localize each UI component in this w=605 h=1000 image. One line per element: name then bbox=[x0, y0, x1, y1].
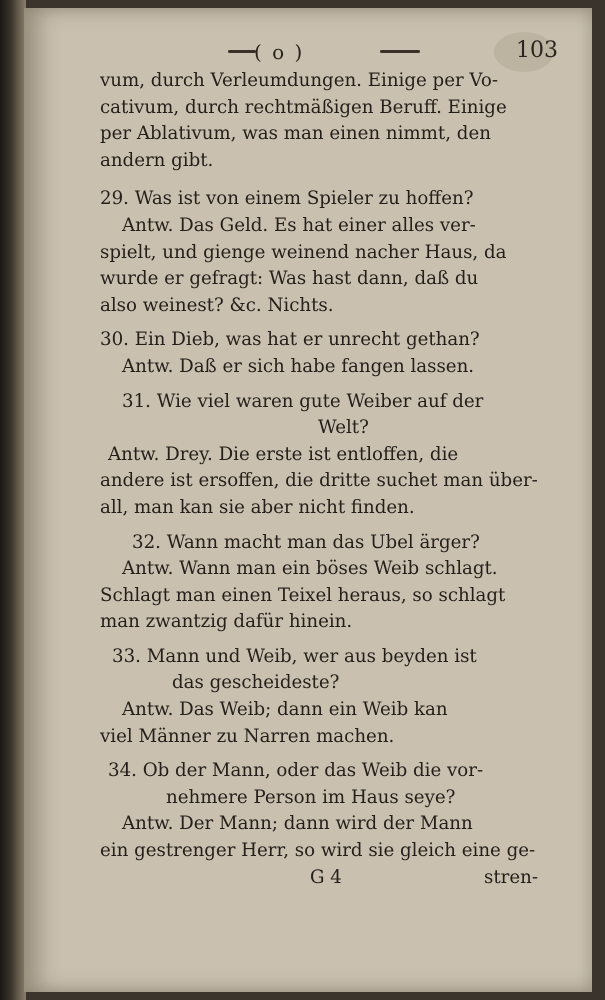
header-ornament-right bbox=[380, 50, 420, 53]
page-number: 103 bbox=[516, 38, 558, 63]
question-30: 30. Ein Dieb, was hat er unrecht gethan? bbox=[100, 329, 480, 351]
running-header bbox=[24, 38, 592, 68]
signature-mark: G 4 bbox=[310, 866, 342, 888]
question-32: 32. Wann macht man das Ubel ärger? bbox=[132, 531, 480, 553]
text-line: all, man kan sie aber nicht finden. bbox=[100, 496, 415, 518]
text-line: cativum, durch rechtmäßigen Beruff. Einige bbox=[100, 96, 507, 118]
header-title: ( o ) bbox=[254, 40, 305, 64]
body-text bbox=[100, 68, 582, 891]
text-line: Welt? bbox=[318, 417, 369, 439]
text-line: ein gestrenger Herr, so wird sie gleich eine ge- bbox=[100, 840, 536, 862]
answer-line: Antw. Wann man ein böses Weib schlagt. bbox=[122, 558, 498, 580]
answer-line: Antw. Drey. Die erste ist entloffen, die bbox=[108, 443, 459, 465]
question-34: 34. Ob der Mann, oder das Weib die vor- bbox=[108, 760, 484, 782]
book-page bbox=[24, 8, 592, 992]
answer-line: Antw. Der Mann; dann wird der Mann bbox=[122, 813, 473, 835]
header-ornament-left bbox=[228, 50, 256, 53]
catchword: stren- bbox=[484, 866, 538, 888]
question-33: 33. Mann und Weib, wer aus beyden ist bbox=[112, 645, 477, 667]
text-line: andere ist ersoffen, die dritte suchet man über- bbox=[100, 470, 538, 492]
text-line: das gescheideste? bbox=[172, 672, 340, 694]
page-footer bbox=[100, 865, 582, 892]
answer-line: Antw. Das Geld. Es hat einer alles ver- bbox=[122, 214, 476, 236]
question-29: 29. Was ist von einem Spieler zu hoffen? bbox=[100, 188, 474, 210]
text-line: spielt, und gienge weinend nacher Haus, da bbox=[100, 241, 507, 263]
answer-line: Antw. Daß er sich habe fangen lassen. bbox=[122, 355, 475, 377]
text-line: andern gibt. bbox=[100, 149, 214, 171]
text-line: vum, durch Verleumdungen. Einige per Vo- bbox=[100, 70, 498, 91]
text-line: per Ablativum, was man einen nimmt, den bbox=[100, 123, 491, 145]
answer-line: Antw. Das Weib; dann ein Weib kan bbox=[122, 699, 448, 721]
text-line: man zwantzig dafür hinein. bbox=[100, 611, 353, 633]
text-line: also weinest? &c. Nichts. bbox=[100, 294, 334, 316]
text-line: nehmere Person im Haus seye? bbox=[166, 786, 456, 808]
book-spine bbox=[0, 0, 26, 1000]
text-line: viel Männer zu Narren machen. bbox=[100, 725, 395, 747]
text-line: wurde er gefragt: Was hast dann, daß du bbox=[100, 268, 479, 290]
text-line: Schlagt man einen Teixel heraus, so schlagt bbox=[100, 584, 506, 606]
question-31: 31. Wie viel waren gute Weiber auf der bbox=[122, 390, 484, 412]
